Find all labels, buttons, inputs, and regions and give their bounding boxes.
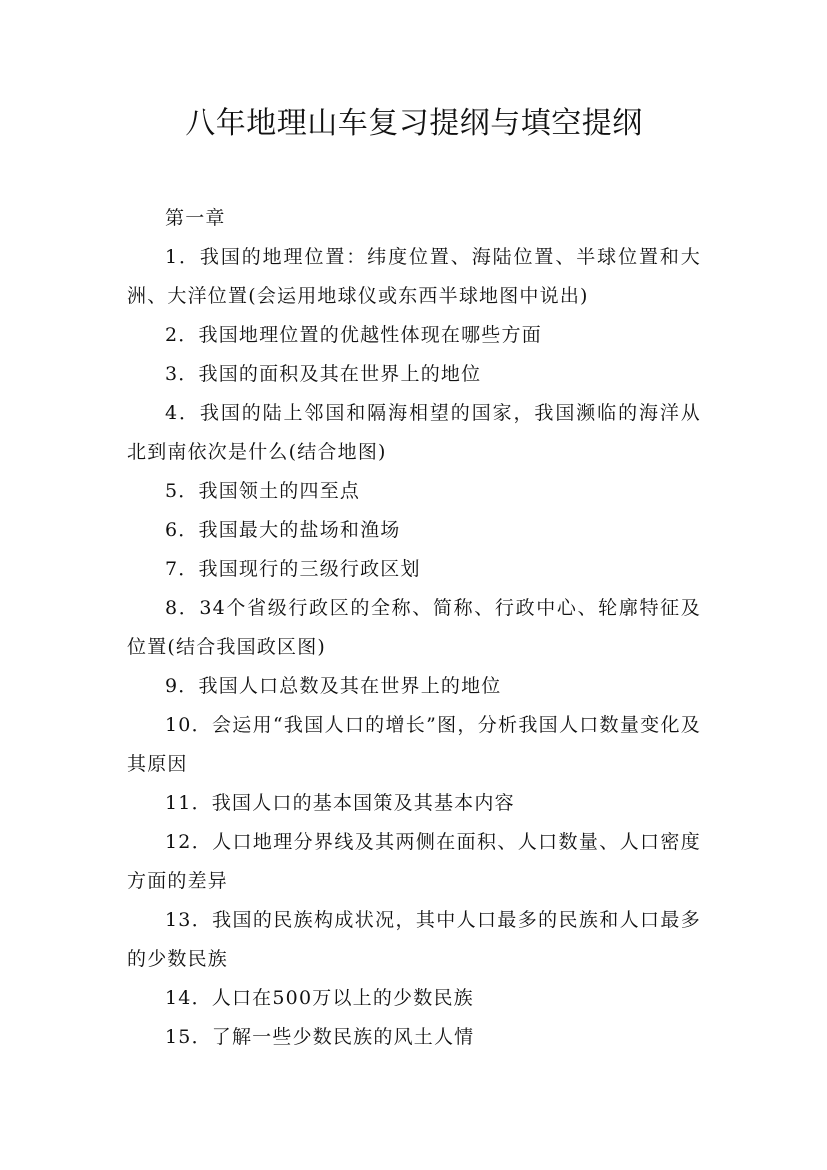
outline-content	[127, 199, 701, 1057]
outline-item-8: 8．34个省级行政区的全称、简称、行政中心、轮廓特征及位置(结合我国政区图)	[127, 597, 701, 658]
outline-item-13: 13．我国的民族构成状况，其中人口最多的民族和人口最多的少数民族	[127, 909, 701, 970]
chapter-heading: 第一章	[165, 207, 226, 229]
outline-item-12: 12．人口地理分界线及其两侧在面积、人口数量、人口密度方面的差异	[127, 831, 701, 892]
outline-item-4: 4．我国的陆上邻国和隔海相望的国家，我国濒临的海洋从北到南依次是什么(结合地图)	[127, 402, 701, 463]
outline-item-10: 10．会运用“我国人口的增长”图，分析我国人口数量变化及其原因	[127, 714, 701, 775]
outline-item-9: 9．我国人口总数及其在世界上的地位	[165, 675, 502, 697]
outline-item-1: 1．我国的地理位置：纬度位置、海陆位置、半球位置和大洲、大洋位置(会运用地球仪或东西半球地图中说出)	[127, 246, 701, 307]
outline-item-11: 11．我国人口的基本国策及其基本内容	[165, 792, 515, 814]
outline-item-2: 2．我国地理位置的优越性体现在哪些方面	[165, 324, 542, 346]
document-title: 八年地理山车复习提纲与填空提纲	[185, 106, 643, 141]
outline-item-15: 15．了解一些少数民族的风土人情	[165, 1026, 475, 1048]
outline-item-3: 3．我国的面积及其在世界上的地位	[165, 363, 482, 385]
outline-item-5: 5．我国领土的四至点	[165, 480, 361, 502]
outline-item-6: 6．我国最大的盐场和渔场	[165, 519, 401, 541]
outline-item-7: 7．我国现行的三级行政区划	[165, 558, 421, 580]
outline-item-14: 14．人口在500万以上的少数民族	[165, 987, 474, 1009]
